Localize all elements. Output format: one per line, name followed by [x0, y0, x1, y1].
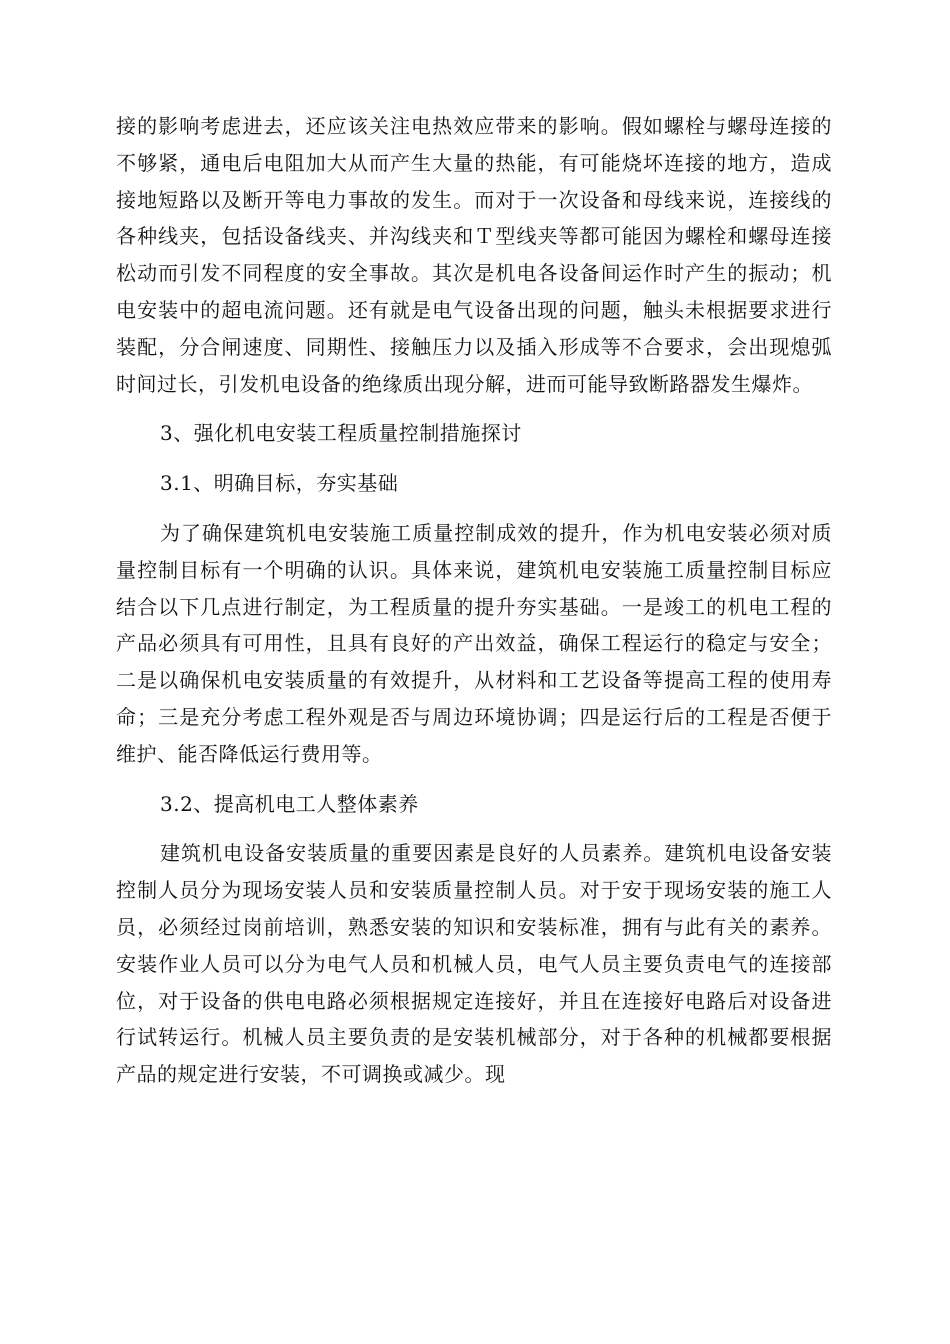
section-heading-3: 3、强化机电安装工程质量控制措施探讨 [160, 421, 522, 446]
subsection-heading-3-1: 3.1、明确目标，夯实基础 [160, 471, 399, 496]
paragraph-electrical-connection-risks: 接的影响考虑进去，还应该关注电热效应带来的影响。假如螺栓与螺母连接的不够紧，通电后电阻加大从而产生大量的热能，有可能烧坏连接的地方，造成接地短路以及断开等电力事故的发生。而对于一次设备和母线来说，连接线的各种线夹，包括设备线夹、并沟线夹和Ｔ型线夹等都可能因为螺栓和螺母连接松动而引发不同程度的安全事故。其次是机电各设备间运作时产生的振动；机电安装中的超电流问题。还有就是电气设备出现的问题，触头未根据要求进行装配，分合闸速度、同期性、接触压力以及插入形成等不合要求，会出现熄弧时间过长，引发机电设备的绝缘质出现分解，进而可能导致断路器发生爆炸。 [116, 114, 832, 396]
paragraph-worker-qualification: 建筑机电设备安装质量的重要因素是良好的人员素养。建筑机电设备安装控制人员分为现场安装人员和安装质量控制人员。对于安于现场安装的施工人员，必须经过岗前培训，熟悉安装的知识和安装标准，拥有与此有关的素养。安装作业人员可以分为电气人员和机械人员，电气人员主要负责电气的连接部位，对于设备的供电电路必须根据规定连接好，并且在连接好电路后对设备进行试转运行。机械人员主要负责的是安装机械部分，对于各种的机械都要根据产品的规定进行安装，不可调换或减少。现 [116, 841, 832, 1087]
paragraph-quality-goals: 为了确保建筑机电安装施工质量控制成效的提升，作为机电安装必须对质量控制目标有一个明确的认识。具体来说，建筑机电安装施工质量控制目标应结合以下几点进行制定，为工程质量的提升夯实基础。一是竣工的机电工程的产品必须具有可用性，且具有良好的产出效益，确保工程运行的稳定与安全；二是以确保机电安装质量的有效提升，从材料和工艺设备等提高工程的使用寿命；三是充分考虑工程外观是否与周边环境协调；四是运行后的工程是否便于维护、能否降低运行费用等。 [116, 520, 832, 766]
subsection-heading-3-2: 3.2、提高机电工人整体素养 [160, 791, 419, 816]
document-page [116, 108, 832, 1106]
